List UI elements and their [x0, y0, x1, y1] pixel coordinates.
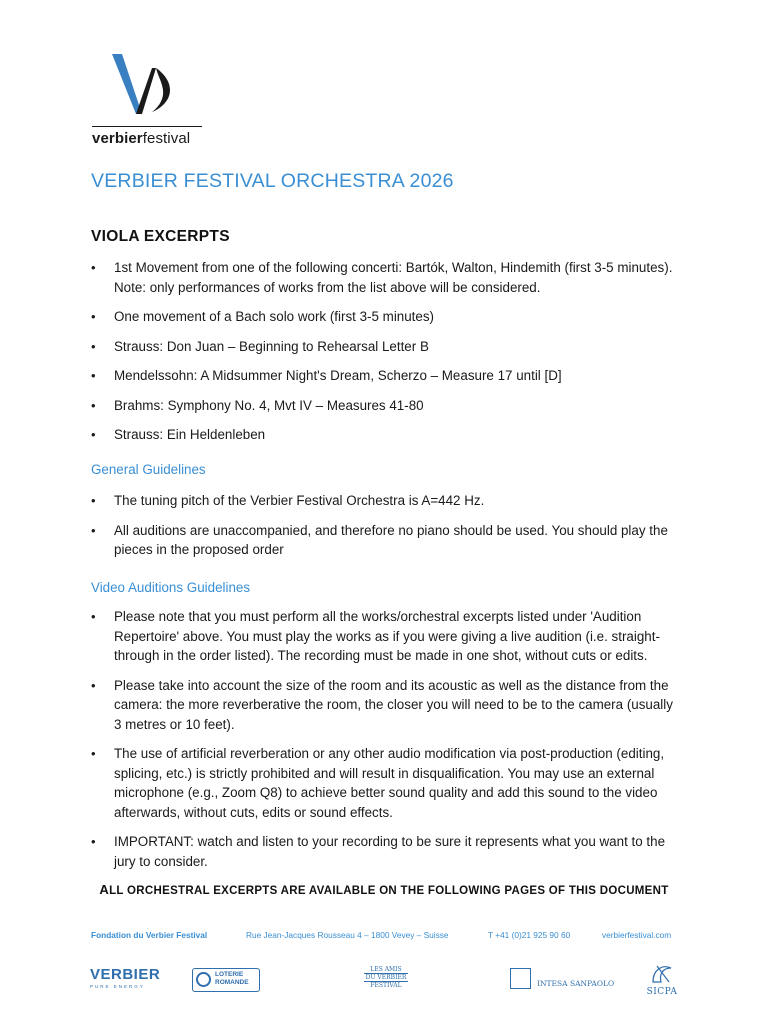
- list-item: • IMPORTANT: watch and listen to your recording to be sure it represents what you want to the jury to consider.: [91, 834, 666, 869]
- list-item: • Please take into account the size of the room and its acoustic as well as the distance from the camera: the more reverberative the room, the closer you will need to be to the camera (usually 3 metres or 10 feet).: [91, 677, 673, 732]
- logo-rule: [92, 126, 202, 127]
- footer-website[interactable]: verbierfestival.com: [602, 930, 672, 940]
- list-item: • Strauss: Don Juan – Beginning to Rehearsal Letter B: [91, 338, 429, 354]
- list-item: • One movement of a Bach solo work (first 3-5 minutes): [91, 309, 435, 324]
- video-guidelines-heading: Video Auditions Guidelines: [91, 580, 251, 595]
- list-item: • Brahms: Symphony No. 4, Mvt IV – Measures 41-80: [91, 397, 424, 413]
- excerpts-list: [91, 258, 681, 455]
- general-guidelines-list: [91, 491, 681, 570]
- footer-foundation: Fondation du Verbier Festival: [91, 930, 208, 940]
- excerpts-note: ALL ORCHESTRAL EXCERPTS ARE AVAILABLE ON THE FOLLOWING PAGES OF THIS DOCUMENT: [99, 882, 669, 897]
- general-guidelines-heading: General Guidelines: [91, 462, 206, 477]
- sicpa-logo: SICPA: [640, 962, 684, 997]
- verbier-festival-logo: [90, 50, 205, 150]
- verbier-sponsor-logo: VERBIER PURE ENERGY: [90, 966, 161, 989]
- festival-v-logo-icon: [112, 50, 182, 122]
- section-heading: VIOLA EXCERPTS: [91, 228, 230, 245]
- list-item: • Mendelssohn: A Midsummer Night's Dream, Scherzo – Measure 17 until [D]: [91, 368, 562, 383]
- video-guidelines-list: [91, 607, 681, 881]
- list-item: • Strauss: Ein Heldenleben: [91, 427, 266, 442]
- list-item: • 1st Movement from one of the following concerti: Bartók, Walton, Hindemith (first 3-5 minutes). Note: only performances of works from the list above will be considered.: [91, 260, 673, 295]
- sicpa-emblem-icon: [647, 962, 677, 984]
- loterie-romande-logo: LOTERIE ROMANDE: [192, 968, 260, 992]
- list-item: • All auditions are unaccompanied, and therefore no piano should be used. You should play the pieces in the proposed order: [91, 522, 668, 557]
- les-amis-logo: LES AMIS DU VERBIER FESTIVAL: [365, 966, 407, 989]
- footer-phone: T +41 (0)21 925 90 60: [488, 930, 571, 940]
- list-item: • Please note that you must perform all the works/orchestral excerpts listed under 'Audition Repertoire' above. You must play the works as if you were giving a live audition (i.e. straight-through in the order listed). The recording must be made in one shot, without cuts or edits.: [91, 609, 660, 663]
- sponsor-logos: VERBIER PURE ENERGY LOTERIE ROMANDE LES AMIS DU VERBIER FESTIVAL INTESA SANPAOLO SICPA: [90, 962, 685, 1002]
- logo-wordmark: verbierfestival: [92, 130, 191, 147]
- reyl-square-icon: [510, 968, 531, 989]
- footer-address: Rue Jean-Jacques Rousseau 4 – 1800 Vevey – Suisse: [246, 930, 449, 940]
- list-item: • The use of artificial reverberation or any other audio modification via post-production (editing, splicing, etc.) is strictly prohibited and will result in disqualification. You may use an external microphone (e.g., Zoom Q8) to achieve better sound quality and add this sound to the video afterwards, without cuts, edits or sound effects.: [91, 746, 665, 820]
- page-title: VERBIER FESTIVAL ORCHESTRA 2026: [91, 170, 454, 192]
- list-item: • The tuning pitch of the Verbier Festival Orchestra is A=442 Hz.: [91, 493, 485, 508]
